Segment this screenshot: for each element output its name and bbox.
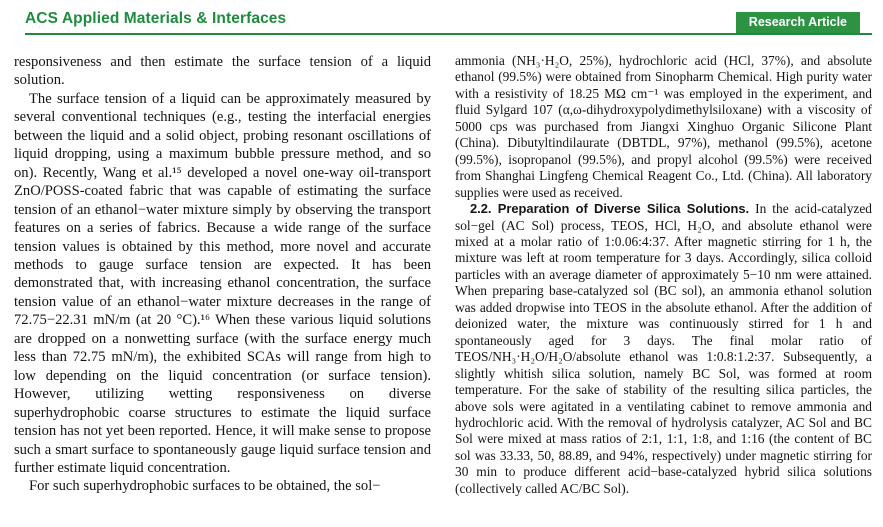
left-column: [14, 53, 431, 497]
paragraph-superhydrophobic-start: For such superhydrophobic surfaces to be obtained, the sol−: [29, 478, 381, 495]
research-article-badge: Research Article: [736, 12, 860, 34]
article-body: [0, 45, 883, 497]
journal-header: [0, 0, 883, 45]
paragraph-materials: ammonia (NH₃·H₂O, 25%), hydrochloric acid (HCl, 37%), and absolute ethanol (99.5%) were obtained from Sinopharm Chemical. High purity water with a resistivity of 18.25 MΩ cm⁻¹ was employed in the experiment, and fluid Sylgard 107 (α,ω-dihydroxypolydimethylsiloxane) with a viscosity of 5000 cps was purchased from Jiangxi Xinghuo Organic Silicone Plant (China). Dibutyltindilaurate (DBTDL, 97%), methanol (99.5%), acetone (99.5%), isopropanol (99.5%), and propyl alcohol (99.5%) were received from Shanghai Lingfeng Chemical Reagent Co., Ltd. (China). All laboratory supplies were used as received.: [455, 53, 872, 200]
paragraph-surface-tension: The surface tension of a liquid can be approximately measured by several conventional techniques (e.g., testing the interfacial energies between the liquid and a solid object, probing resonant oscillations of liquid dropping, using a maximum bubble pressure method, and so on). Recently, Wang et al.¹⁵ developed a novel one-way oil-transport ZnO/POSS-coated fabric that was capable of estimating the surface tension of an ethanol−water mixture simply by observing the transport features on a series of fabrics. Because a wide range of the surface tension values is obtained by this method, more novel and accurate methods to gauge surface tension are expected. It has been demonstrated that, with increasing ethanol concentration, the surface tension value of an ethanol−water mixture decreases in the range of 72.75−22.31 mN/m (at 20 °C).¹⁶ When these various liquid solutions are dropped on a nonwetting surface (with the surface energy much less than 72.75 mN/m), the exhibited SCAs will range from high to low depending on the liquid concentration (or surface tension). However, utilizing wetting responsiveness on diverse superhydrophobic coarse structures to estimate the liquid surface tension has not yet been reported. Hence, it will make sense to propose such a smart surface to spontaneously gauge liquid surface tension and further estimate liquid concentration.: [14, 90, 431, 476]
header-rule: [25, 33, 872, 35]
section-body-text: In the acid-catalyzed sol−gel (AC Sol) process, TEOS, HCl, H₂O, and absolute ethanol were mixed at a molar ratio of 1:0.06:4:37. After magnetic stirring for 1 h, the mixture was left at room temperature for 3 days. Accordingly, silica colloid particles with an average diameter of approximately 5−10 nm were attained. When preparing base-catalyzed sol (BC sol), an ammonia ethanol solution was added dropwise into TEOS in the absolute ethanol. After the addition of deionized water, the mixture was continuously stirred for 1 h and spontaneously aged for 3 days. The final molar ratio of TEOS/NH₃·H₂O/H₂O/absolute ethanol was 1:0.8:1.2:37. Subsequently, a slightly whitish silica solution, namely BC Sol, was formed at room temperature. For the sake of stability of the resulting silica particles, the above sols were agitated in a ventilating cabinet to remove ammonia and hydrochloric acid. With the removal of hydrolysis catalyzer, AC Sol and BC Sol were mixed at mass ratios of 2:1, 1:1, 1:8, and 1:16 (the content of BC sol was 33.33, 50, 88.89, and 94%, respectively) under magnetic stirring for 30 min to produce different acid−base-catalyzed hybrid silica solutions (collectively called AC/BC Sol).: [455, 201, 872, 496]
paragraph-continuation: responsiveness and then estimate the surface tension of a liquid solution.: [14, 54, 431, 89]
paragraph-section-2-2: [455, 201, 872, 497]
right-column: [455, 53, 872, 497]
section-heading: 2.2. Preparation of Diverse Silica Solutions.: [470, 201, 750, 217]
journal-title: ACS Applied Materials & Interfaces: [25, 10, 287, 27]
